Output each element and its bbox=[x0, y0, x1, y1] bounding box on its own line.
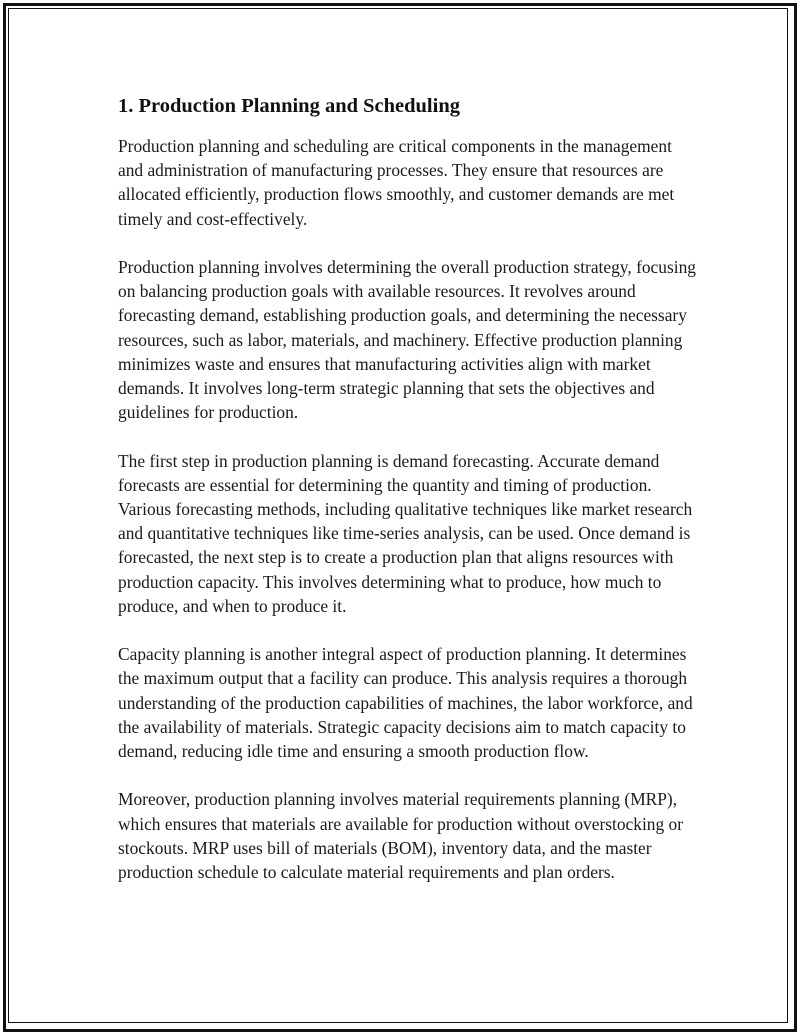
paragraph-capacity-planning: Capacity planning is another integral aspect of production planning. It determines the maximum output that a facility can produce. This analysis requires a thorough understanding of the production capabilities of machines, the labor workforce, and the availability of materials. Strategic capacity decisions aim to match capacity to demand, reducing idle time and ensuring a smooth production flow. bbox=[118, 644, 693, 762]
document-body bbox=[118, 92, 698, 884]
section-heading: 1. Production Planning and Scheduling bbox=[118, 95, 460, 117]
paragraph-demand-forecasting: The first step in production planning is demand forecasting. Accurate demand forecasts are essential for determining the quantity and timing of production. Various forecasting methods, including qualitative techniques like market research and quantitative techniques like time-series analysis, can be used. Once demand is forecasted, the next step is to create a production plan that aligns resources with production capacity. This involves determining what to produce, how much to produce, and when to produce it. bbox=[118, 450, 693, 616]
paragraph-production-planning: Production planning involves determining the overall production strategy, focusing on balancing production goals with available resources. It revolves around forecasting demand, establishing production goals, and determining the necessary resources, such as labor, materials, and machinery. Effective production planning minimizes waste and ensures that manufacturing activities align with market demands. It involves long-term strategic planning that sets the objectives and guidelines for production. bbox=[118, 257, 696, 423]
paragraph-introduction: Production planning and scheduling are critical components in the management and administration of manufacturing processes. They ensure that resources are allocated efficiently, production flows smoothly, and customer demands are met timely and cost-effectively. bbox=[118, 136, 675, 229]
paragraph-material-requirements: Moreover, production planning involves material requirements planning (MRP), which ensures that materials are available for production without overstocking or stockouts. MRP uses bill of materials (BOM), inventory data, and the master production schedule to calculate material requirements and plan orders. bbox=[118, 789, 684, 883]
